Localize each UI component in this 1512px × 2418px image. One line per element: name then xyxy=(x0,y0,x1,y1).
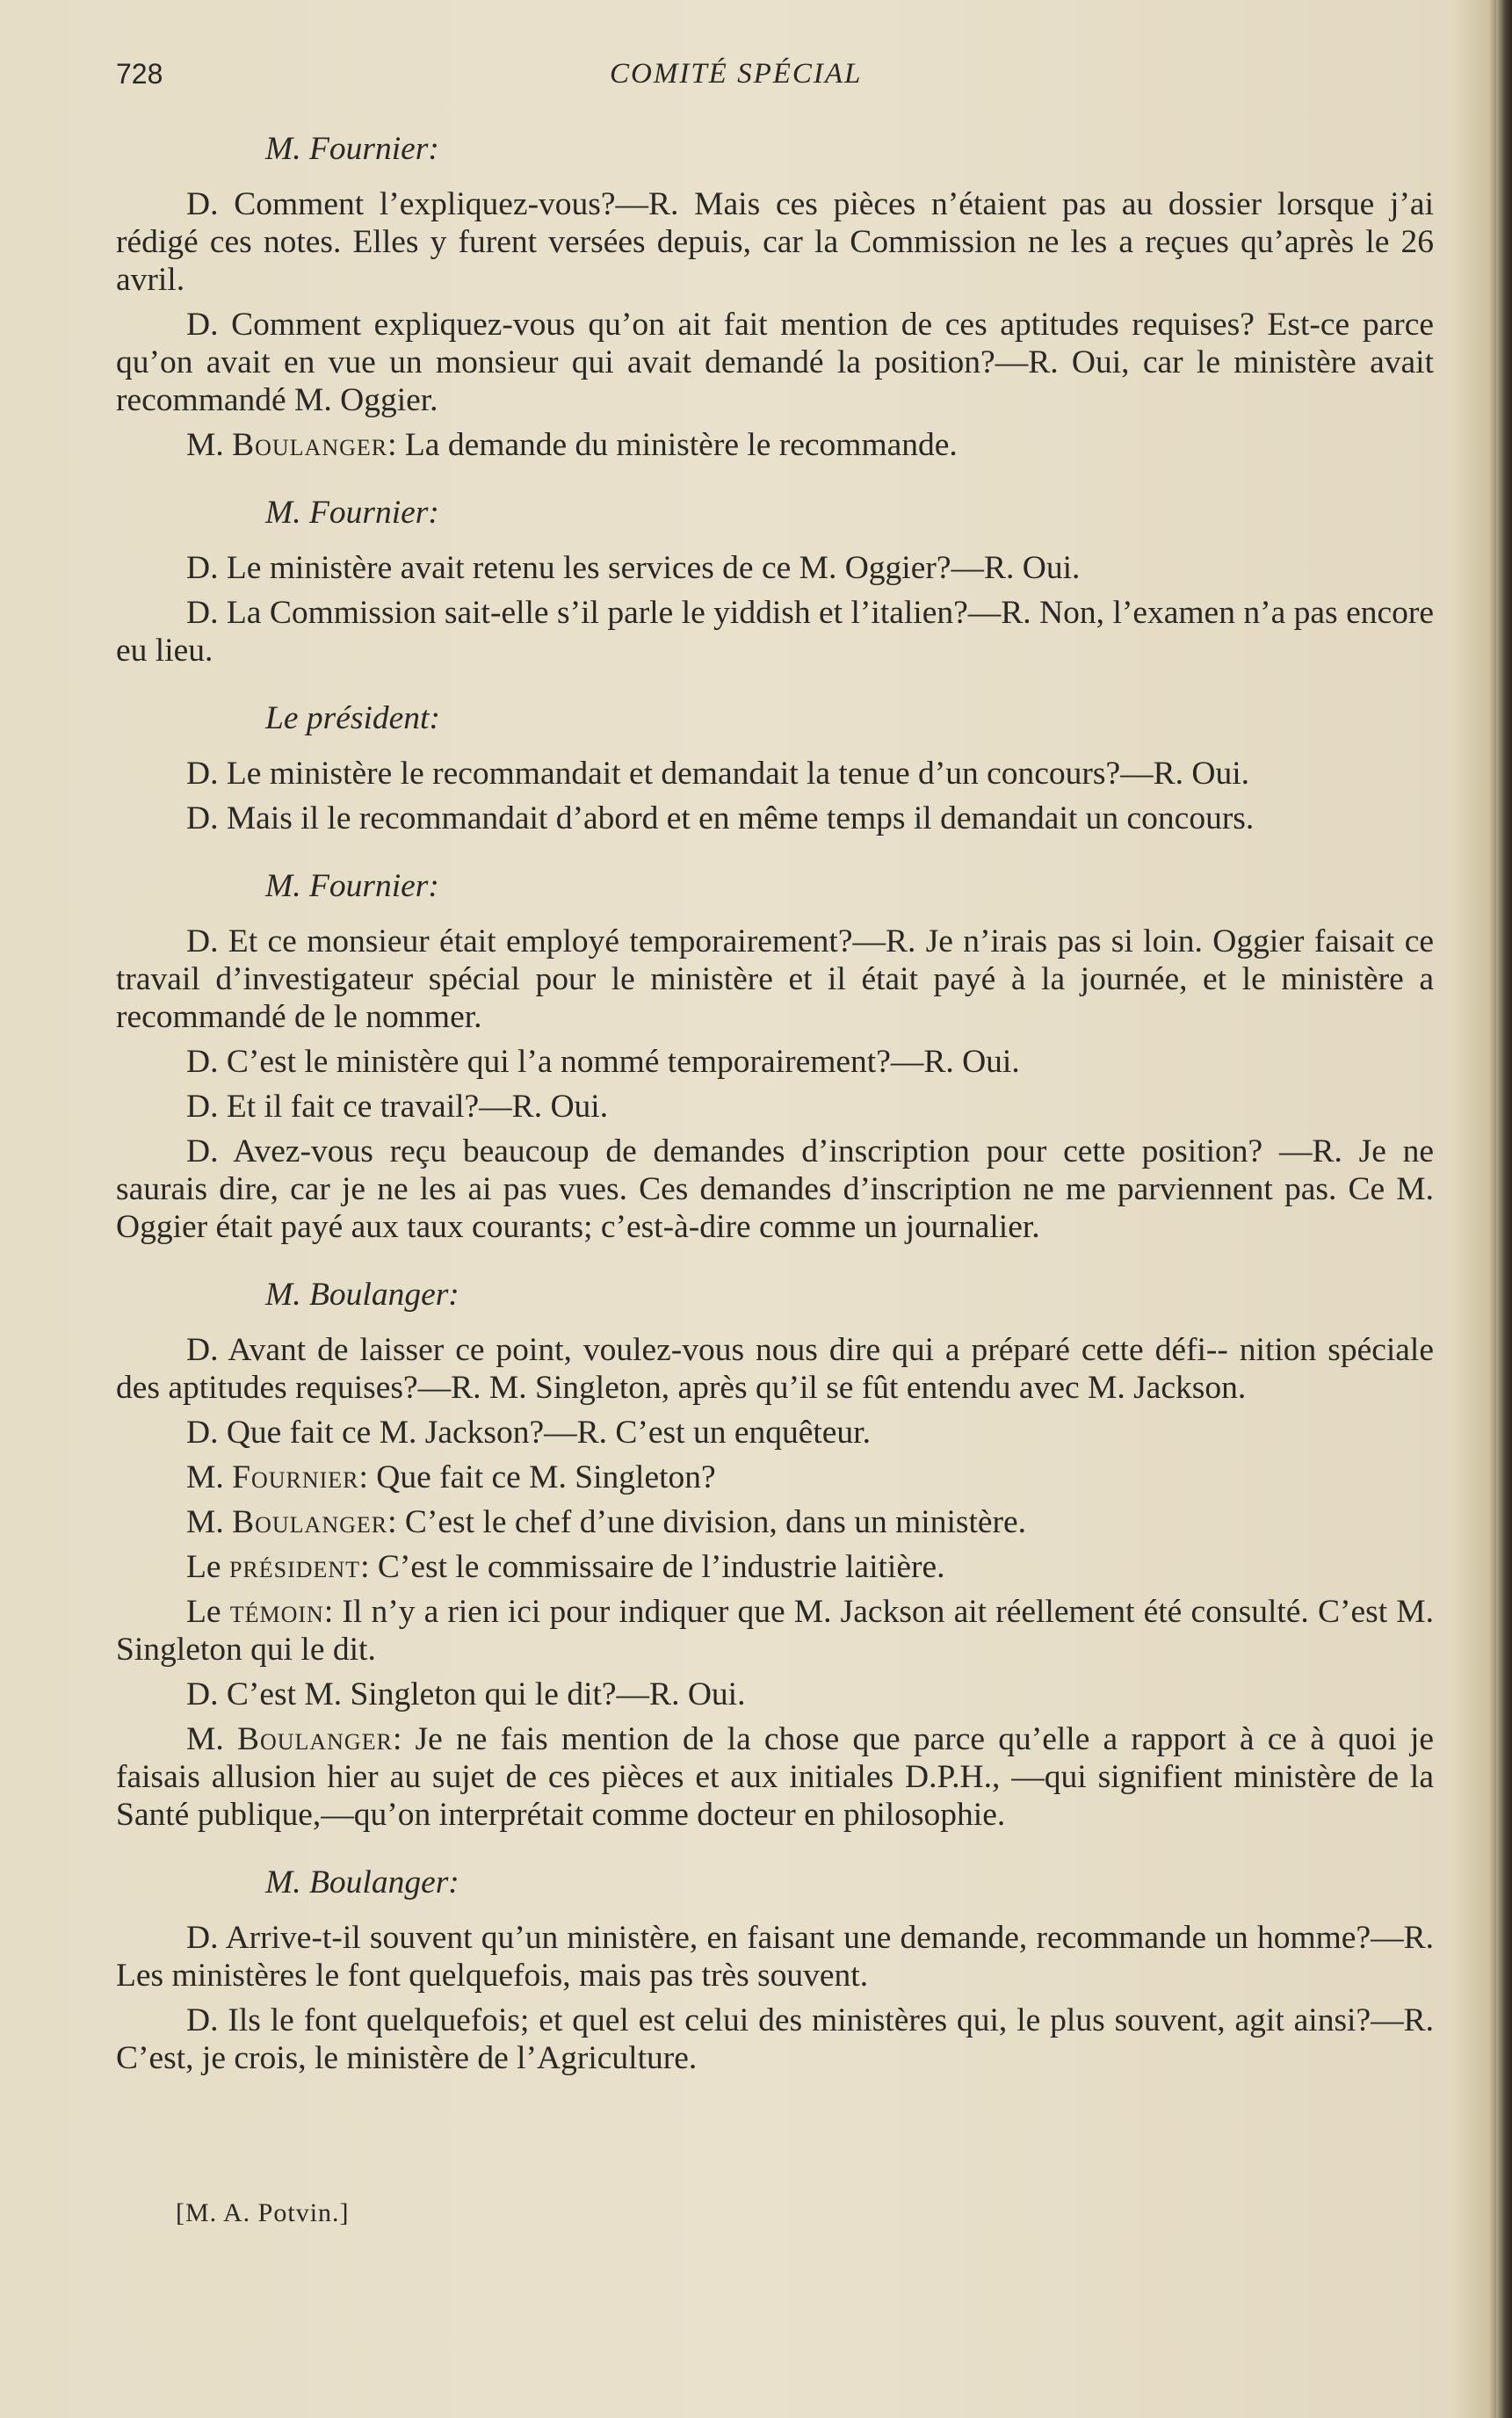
speaker-prefix: Le xyxy=(186,1549,229,1585)
section-boulanger-1 xyxy=(116,1276,1434,1834)
interjection-text: : La demande du ministère le recommande. xyxy=(387,427,958,463)
question-answer: D. C’est M. Singleton qui le dit?—R. Oui. xyxy=(186,1676,746,1712)
exchange-text: : Il n’y a rien ici pour indiquer que M. Jackson ait réellement été consulté. C’est M. Singleton qui le dit. xyxy=(116,1594,1434,1668)
speaker-heading: M. Fournier: xyxy=(265,495,439,531)
question-answer: D. Et il fait ce travail?—R. Oui. xyxy=(186,1089,609,1125)
speaker-heading: M. Fournier: xyxy=(265,868,439,904)
speaker-prefix: Le xyxy=(186,1594,230,1630)
question-answer: D. Arrive-t-il souvent qu’un ministère, en faisant une demande, recommande un homme?—R. Les ministères le font quelquefois, mais pas très souvent. xyxy=(116,1920,1434,1994)
question-answer: D. Comment l’expliquez-vous?—R. Mais ces pièces n’étaient pas au dossier lorsque j’ai rédigé ces notes. Elles y furent versées depuis, car la Commission ne les a reçues qu’après le 26 avril. xyxy=(116,186,1434,298)
question-answer: D. Avez-vous reçu beaucoup de demandes d’inscription pour cette position? —R. Je ne saurais dire, car je ne les ai pas vues. Ces demandes d’inscription ne me parviennent pas. Ce M. Oggier était payé aux taux courants; c’est-à-dire comme un journalier. xyxy=(116,1133,1434,1245)
section-president xyxy=(116,699,1434,837)
speaker-heading: Le président: xyxy=(265,700,440,736)
running-title: COMITÉ SPÉCIAL xyxy=(610,58,863,90)
question-answer: D. C’est le ministère qui l’a nommé temporairement?—R. Oui. xyxy=(186,1044,1020,1080)
speaker-prefix: M. xyxy=(186,1721,237,1757)
speaker-name: Fournier xyxy=(232,1459,359,1495)
speaker-heading: M. Fournier: xyxy=(265,131,439,167)
speaker-heading: M. Boulanger: xyxy=(265,1864,459,1900)
speaker-name: Boulanger xyxy=(236,1721,393,1757)
speaker-name: Boulanger xyxy=(232,427,388,463)
speaker-prefix: M. xyxy=(186,1504,233,1540)
exchange-text: : Je ne fais mention de la chose que parce qu’elle a rapport à ce à quoi je faisais allusion hier au sujet de ces pièces et aux initiales D.P.H., —qui signifient ministère de la Santé publique,—qu’on interprétait comme docteur en philosophie. xyxy=(116,1721,1435,1833)
exchange xyxy=(116,1593,1434,1669)
question-answer: D. Que fait ce M. Jackson?—R. C’est un enquêteur. xyxy=(186,1415,871,1451)
exchange-text: : C’est le commissaire de l’industrie laitière. xyxy=(360,1549,945,1585)
exchange-text: : C’est le chef d’une division, dans un ministère. xyxy=(387,1504,1027,1540)
exchange-text: : Que fait ce M. Singleton? xyxy=(358,1459,716,1495)
transcript-body xyxy=(116,130,1434,2107)
section-fournier-2 xyxy=(116,494,1434,670)
section-fournier-3 xyxy=(116,867,1434,1246)
question-answer: D. Comment expliquez-vous qu’on ait fait mention de ces aptitudes requises? Est-ce parce qu’on avait en vue un monsieur qui avait demandé la position?—R. Oui, car le ministère avait recommandé M. Oggier. xyxy=(116,307,1434,418)
question-answer: D. Mais il le recommandait d’abord et en même temps il demandait un concours. xyxy=(186,800,1255,836)
speaker-prefix: M. xyxy=(186,427,233,463)
question-answer: D. La Commission sait-elle s’il parle le yiddish et l’italien?—R. Non, l’examen n’a pas encore eu lieu. xyxy=(116,595,1434,669)
speaker-name: témoin xyxy=(229,1594,324,1630)
page-header xyxy=(116,58,1434,102)
footnote: [M. A. Potvin.] xyxy=(176,2198,350,2227)
speaker-prefix: M. xyxy=(186,1459,233,1495)
book-spine-shadow xyxy=(1496,0,1512,2418)
speaker-name: président xyxy=(228,1549,361,1585)
section-boulanger-2 xyxy=(116,1864,1434,2077)
question-answer: D. Le ministère avait retenu les services de ce M. Oggier?—R. Oui. xyxy=(186,550,1081,586)
exchange xyxy=(116,1720,1434,1834)
question-answer: D. Avant de laisser ce point, voulez-vous nous dire qui a préparé cette défi-- nition spéciale des aptitudes requises?—R. M. Singleton, après qu’il se fût entendu avec M. Jackson. xyxy=(116,1332,1434,1406)
question-answer: D. Ils le font quelquefois; et quel est celui des ministères qui, le plus souvent, agit ainsi?—R. C’est, je crois, le ministère de l’Agriculture. xyxy=(116,2002,1434,2076)
exchange xyxy=(116,1548,1434,1586)
speaker-name: Boulanger xyxy=(232,1504,388,1540)
question-answer: D. Le ministère le recommandait et demandait la tenue d’un concours?—R. Oui. xyxy=(186,756,1250,792)
section-fournier-1 xyxy=(116,130,1434,464)
page-number: 728 xyxy=(116,58,163,90)
interjection xyxy=(116,426,1434,464)
exchange xyxy=(116,1459,1434,1496)
speaker-heading: M. Boulanger: xyxy=(265,1277,459,1313)
exchange xyxy=(116,1503,1434,1541)
question-answer: D. Et ce monsieur était employé temporairement?—R. Je n’irais pas si loin. Oggier faisait ce travail d’investigateur spécial pour le ministère et il était payé à la journée, et le ministère a recommandé de le nommer. xyxy=(116,923,1434,1035)
